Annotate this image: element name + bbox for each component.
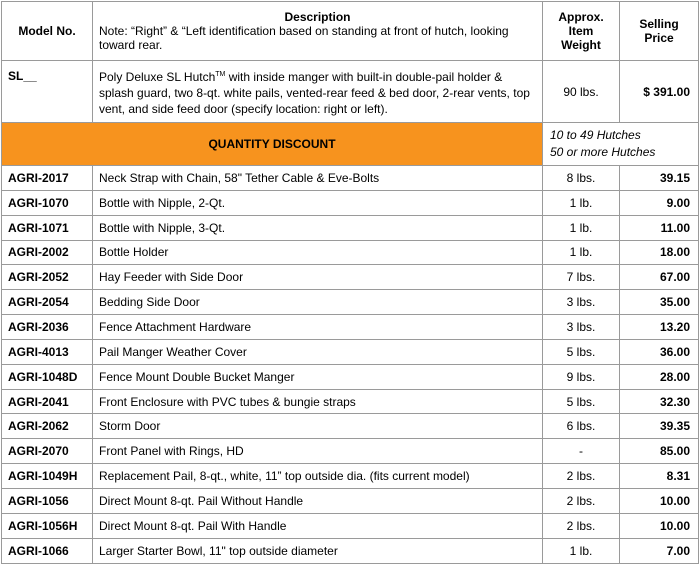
item-price: 36.00 — [620, 339, 699, 364]
item-model: AGRI-1056H — [2, 513, 93, 538]
description-note: Note: “Right” & “Left identification based on standing at front of hutch, looking toward rear. — [99, 24, 509, 52]
item-price: 11.00 — [620, 215, 699, 240]
main-product-row — [2, 61, 699, 123]
item-price: 10.00 — [620, 488, 699, 513]
item-price: 7.00 — [620, 538, 699, 563]
item-model: AGRI-1056 — [2, 488, 93, 513]
item-price: 28.00 — [620, 364, 699, 389]
quantity-discount-band: QUANTITY DISCOUNT — [2, 123, 543, 166]
item-description: Bedding Side Door — [93, 290, 543, 315]
item-price: 8.31 — [620, 464, 699, 489]
main-weight: 90 lbs. — [543, 61, 620, 123]
item-weight: 8 lbs. — [543, 166, 620, 191]
discount-tier-2: 50 or more Hutches — [550, 145, 656, 159]
item-description: Larger Starter Bowl, 11" top outside diameter — [93, 538, 543, 563]
item-description: Front Enclosure with PVC tubes & bungie straps — [93, 389, 543, 414]
item-description: Direct Mount 8-qt. Pail Without Handle — [93, 488, 543, 513]
item-weight: - — [543, 439, 620, 464]
item-description: Storm Door — [93, 414, 543, 439]
table-row — [2, 265, 699, 290]
discount-tier-1: 10 to 49 Hutches — [550, 128, 641, 142]
item-price: 67.00 — [620, 265, 699, 290]
item-model: AGRI-1070 — [2, 190, 93, 215]
item-weight: 7 lbs. — [543, 265, 620, 290]
table-row — [2, 464, 699, 489]
item-model: AGRI-2036 — [2, 315, 93, 340]
col-header-weight: Approx. Item Weight — [543, 2, 620, 61]
col-header-price: Selling Price — [620, 2, 699, 61]
item-weight: 2 lbs. — [543, 513, 620, 538]
item-model: AGRI-4013 — [2, 339, 93, 364]
item-price: 39.35 — [620, 414, 699, 439]
price-table — [1, 1, 699, 564]
item-description: Fence Mount Double Bucket Manger — [93, 364, 543, 389]
item-price: 9.00 — [620, 190, 699, 215]
item-model: AGRI-2062 — [2, 414, 93, 439]
description-title: Description — [284, 10, 351, 24]
item-weight: 2 lbs. — [543, 464, 620, 489]
table-row — [2, 364, 699, 389]
table-row — [2, 439, 699, 464]
table-row — [2, 290, 699, 315]
item-weight: 3 lbs. — [543, 290, 620, 315]
item-price: 35.00 — [620, 290, 699, 315]
item-description: Front Panel with Rings, HD — [93, 439, 543, 464]
table-row — [2, 166, 699, 191]
item-model: AGRI-1066 — [2, 538, 93, 563]
table-row — [2, 513, 699, 538]
col-header-description — [93, 2, 543, 61]
item-price: 32.30 — [620, 389, 699, 414]
item-price: 85.00 — [620, 439, 699, 464]
quantity-discount-row — [2, 123, 699, 166]
item-weight: 1 lb. — [543, 215, 620, 240]
item-weight: 5 lbs. — [543, 389, 620, 414]
item-description: Hay Feeder with Side Door — [93, 265, 543, 290]
item-description: Bottle Holder — [93, 240, 543, 265]
main-desc-b: with inside manger with built-in double-pail holder & splash guard, two 8-qt. white pails, vented-rear feed & bed door, 2-rear vents, top vent, and side feed door (specify location: right or left). — [99, 69, 530, 116]
table-row — [2, 414, 699, 439]
item-weight: 3 lbs. — [543, 315, 620, 340]
table-row — [2, 190, 699, 215]
item-weight: 1 lb. — [543, 190, 620, 215]
item-price: 39.15 — [620, 166, 699, 191]
item-weight: 9 lbs. — [543, 364, 620, 389]
item-description: Neck Strap with Chain, 58" Tether Cable & Eve-Bolts — [93, 166, 543, 191]
item-weight: 5 lbs. — [543, 339, 620, 364]
main-model: SL__ — [2, 61, 93, 123]
item-model: AGRI-2041 — [2, 389, 93, 414]
item-weight: 6 lbs. — [543, 414, 620, 439]
item-description: Bottle with Nipple, 2-Qt. — [93, 190, 543, 215]
header-row — [2, 2, 699, 61]
discount-tiers — [543, 123, 699, 166]
item-price: 18.00 — [620, 240, 699, 265]
item-price: 13.20 — [620, 315, 699, 340]
table-row — [2, 538, 699, 563]
col-header-model: Model No. — [2, 2, 93, 61]
item-description: Pail Manger Weather Cover — [93, 339, 543, 364]
item-model: AGRI-2070 — [2, 439, 93, 464]
item-description: Direct Mount 8-qt. Pail With Handle — [93, 513, 543, 538]
main-price: $ 391.00 — [620, 61, 699, 123]
item-model: AGRI-2054 — [2, 290, 93, 315]
item-model: AGRI-2052 — [2, 265, 93, 290]
trademark: TM — [215, 70, 226, 78]
main-description — [93, 61, 543, 123]
item-model: AGRI-2017 — [2, 166, 93, 191]
item-description: Replacement Pail, 8-qt., white, 11” top outside dia. (fits current model) — [93, 464, 543, 489]
item-weight: 1 lb. — [543, 538, 620, 563]
item-description: Bottle with Nipple, 3-Qt. — [93, 215, 543, 240]
table-row — [2, 315, 699, 340]
table-row — [2, 339, 699, 364]
table-row — [2, 488, 699, 513]
main-desc-a: Poly Deluxe SL Hutch — [99, 69, 216, 84]
item-weight: 1 lb. — [543, 240, 620, 265]
table-row — [2, 389, 699, 414]
item-price: 10.00 — [620, 513, 699, 538]
item-model: AGRI-1049H — [2, 464, 93, 489]
item-model: AGRI-1048D — [2, 364, 93, 389]
table-row — [2, 240, 699, 265]
table-row — [2, 215, 699, 240]
item-model: AGRI-1071 — [2, 215, 93, 240]
item-model: AGRI-2002 — [2, 240, 93, 265]
item-description: Fence Attachment Hardware — [93, 315, 543, 340]
item-weight: 2 lbs. — [543, 488, 620, 513]
